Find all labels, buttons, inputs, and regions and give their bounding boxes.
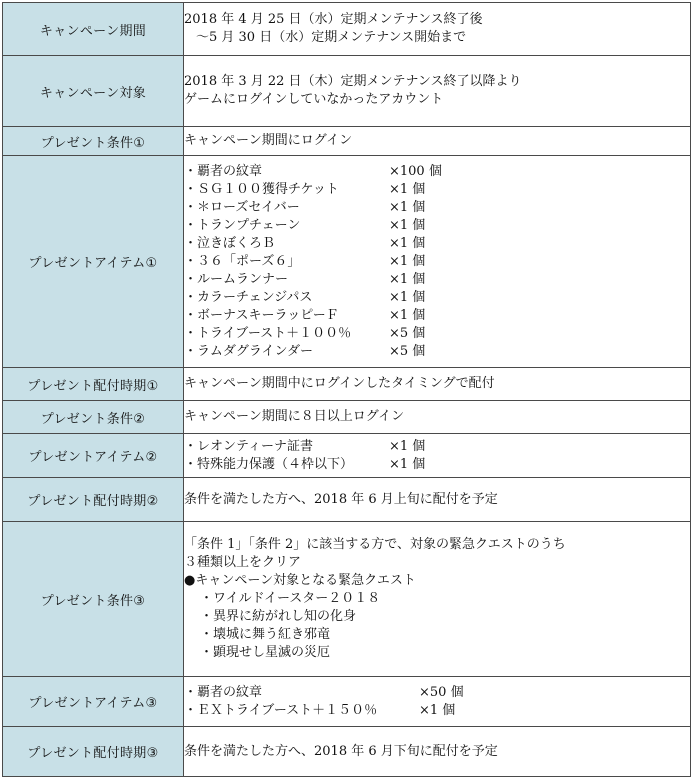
item-qty: ×1 個 bbox=[389, 235, 426, 251]
target-line-2: ゲームにログインしていなかったアカウント bbox=[184, 92, 444, 107]
item-name: ・ボーナスキーラッピーＦ bbox=[184, 307, 339, 323]
list-item bbox=[184, 235, 690, 253]
item-qty: ×1 個 bbox=[389, 438, 426, 454]
item-name: ・＊ローズセイバー bbox=[184, 199, 300, 215]
items3-list bbox=[184, 677, 691, 727]
item-name: ・トライブースト＋１００％ bbox=[184, 325, 352, 341]
cond1-value: キャンペーン期間にログイン bbox=[184, 127, 691, 156]
quest-heading: ●キャンペーン対象となる緊急クエスト bbox=[184, 573, 416, 588]
items1-list bbox=[184, 156, 691, 368]
items1-label: プレゼントアイテム① bbox=[3, 156, 184, 368]
item-qty: ×50 個 bbox=[419, 684, 464, 700]
item-qty: ×1 個 bbox=[389, 217, 426, 233]
cond3-line-1: 「条件 1」「条件 2」に該当する方で、対象の緊急クエストのうち bbox=[184, 537, 566, 552]
item-qty: ×1 個 bbox=[389, 271, 426, 287]
items3-label: プレゼントアイテム③ bbox=[3, 677, 184, 727]
row-items2 bbox=[3, 434, 691, 478]
delivery1-label: プレゼント配付時期① bbox=[3, 368, 184, 401]
item-name: ・覇者の紋章 bbox=[184, 684, 263, 700]
list-item bbox=[184, 181, 690, 199]
item-qty: ×1 個 bbox=[389, 456, 426, 472]
item-name: ・３６「ポーズ６」 bbox=[184, 253, 301, 269]
cond2-value: キャンペーン期間に８日以上ログイン bbox=[184, 401, 691, 434]
delivery1-value: キャンペーン期間中にログインしたタイミングで配付 bbox=[184, 368, 691, 401]
item-qty: ×1 個 bbox=[389, 181, 426, 197]
item-name: ・トランプチェーン bbox=[184, 217, 301, 233]
item-qty: ×100 個 bbox=[389, 163, 442, 179]
items2-list bbox=[184, 434, 691, 478]
list-item bbox=[184, 307, 690, 325]
item-name: ・特殊能力保護（４枠以下） bbox=[184, 456, 354, 472]
target-line-1: 2018 年 3 月 22 日（木）定期メンテナンス終了以降より bbox=[184, 74, 522, 89]
item-name: ・ＥＸトライブースト＋１５０％ bbox=[184, 702, 378, 718]
cond3-label: プレゼント条件③ bbox=[3, 522, 184, 677]
row-items3 bbox=[3, 677, 691, 727]
quest-item: ・ワイルドイースター２０１８ bbox=[200, 591, 381, 606]
list-item bbox=[184, 289, 690, 307]
period-line-1: 2018 年 4 月 25 日（水）定期メンテナンス終了後 bbox=[184, 12, 483, 27]
row-delivery3 bbox=[3, 727, 691, 777]
item-qty: ×1 個 bbox=[389, 253, 426, 269]
quest-item: ・壊城に舞う紅き邪竜 bbox=[200, 627, 331, 642]
item-qty: ×1 個 bbox=[389, 289, 426, 305]
list-item bbox=[184, 684, 690, 702]
item-qty: ×5 個 bbox=[389, 343, 426, 359]
cond2-label: プレゼント条件② bbox=[3, 401, 184, 434]
cond1-label: プレゼント条件① bbox=[3, 127, 184, 156]
target-label: キャンペーン対象 bbox=[3, 56, 184, 127]
row-cond3 bbox=[3, 522, 691, 677]
row-cond1 bbox=[3, 127, 691, 156]
row-delivery2 bbox=[3, 478, 691, 522]
row-target bbox=[3, 56, 691, 127]
list-item bbox=[184, 438, 690, 456]
list-item bbox=[184, 253, 690, 271]
list-item bbox=[184, 456, 690, 474]
items2-label: プレゼントアイテム② bbox=[3, 434, 184, 478]
item-name: ・覇者の紋章 bbox=[184, 163, 263, 179]
list-item bbox=[184, 199, 690, 217]
delivery3-value: 条件を満たした方へ、2018 年 6 月下旬に配付を予定 bbox=[184, 727, 691, 777]
item-qty: ×5 個 bbox=[389, 325, 426, 341]
row-period bbox=[3, 3, 691, 56]
list-item bbox=[184, 217, 690, 235]
quest-item: ・異界に紡がれし知の化身 bbox=[200, 609, 357, 624]
list-item bbox=[184, 163, 690, 181]
cond3-line-2: ３種類以上をクリア bbox=[184, 555, 302, 570]
item-qty: ×1 個 bbox=[419, 702, 456, 718]
item-name: ・泣きぼくろＢ bbox=[184, 235, 276, 251]
row-items1 bbox=[3, 156, 691, 368]
target-value bbox=[184, 56, 691, 127]
list-item bbox=[184, 325, 690, 343]
delivery3-label: プレゼント配付時期③ bbox=[3, 727, 184, 777]
list-item bbox=[184, 702, 690, 720]
item-name: ・カラーチェンジパス bbox=[184, 289, 313, 305]
item-qty: ×1 個 bbox=[389, 307, 426, 323]
period-line-2: ～5 月 30 日（水）定期メンテナンス開始まで bbox=[196, 30, 467, 45]
row-cond2 bbox=[3, 401, 691, 434]
item-qty: ×1 個 bbox=[389, 199, 426, 215]
campaign-table bbox=[2, 2, 691, 777]
quest-item: ・顕現せし星滅の災厄 bbox=[200, 645, 331, 660]
item-name: ・ルームランナー bbox=[184, 271, 289, 287]
list-item bbox=[184, 343, 690, 361]
period-label: キャンペーン期間 bbox=[3, 3, 184, 56]
item-name: ・ラムダグラインダー bbox=[184, 343, 313, 359]
item-name: ・ＳＧ１００獲得チケット bbox=[184, 181, 339, 197]
cond3-value bbox=[184, 522, 691, 677]
delivery2-value: 条件を満たした方へ、2018 年 6 月上旬に配付を予定 bbox=[184, 478, 691, 522]
period-value bbox=[184, 3, 691, 56]
item-name: ・レオンティーナ証書 bbox=[184, 438, 313, 454]
row-delivery1 bbox=[3, 368, 691, 401]
delivery2-label: プレゼント配付時期② bbox=[3, 478, 184, 522]
list-item bbox=[184, 271, 690, 289]
